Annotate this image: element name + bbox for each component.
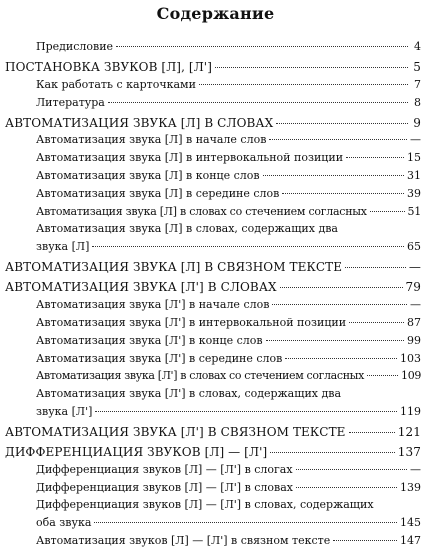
dot-leader [296, 487, 397, 488]
toc-entry [36, 516, 421, 529]
toc-entry-label: Автоматизация звука [Л] в словах со стечением согласных [36, 205, 367, 218]
toc-section-page: 137 [397, 445, 421, 459]
page-title: Содержание [156, 4, 275, 23]
dot-leader [345, 267, 406, 268]
dot-leader [199, 84, 408, 85]
toc-entry-page: — [410, 463, 421, 476]
toc-entry-page: 99 [407, 334, 421, 347]
dot-leader [346, 157, 404, 158]
toc-section-label: АВТОМАТИЗАЦИЯ ЗВУКА [Л'] В СЛОВАХ [5, 280, 277, 294]
toc-entry-page: 39 [407, 187, 421, 200]
toc-entry-label: оба звука [36, 516, 92, 529]
toc-entry-label: звука [Л'] [36, 405, 93, 418]
toc-section [5, 425, 421, 439]
dot-leader [282, 193, 404, 194]
toc-section [5, 280, 421, 294]
toc-entry-page: — [410, 298, 421, 311]
toc-entry-label: Как работать с карточками [36, 78, 196, 91]
toc-entry-line1: Дифференциация звуков [Л] — [Л'] в словах, содержащих [36, 498, 374, 511]
toc-entry [36, 534, 421, 547]
toc-entry [36, 481, 421, 494]
toc-section [5, 116, 421, 130]
toc-section-page: 79 [405, 280, 421, 294]
dot-leader [276, 123, 408, 124]
dot-leader [367, 375, 398, 376]
dot-leader [270, 452, 395, 453]
dot-leader [296, 469, 407, 470]
toc-entry [36, 316, 421, 329]
toc-entry [36, 240, 421, 253]
dot-leader [108, 102, 408, 103]
toc-entry-label: Автоматизация звука [Л'] в середине слов [36, 352, 283, 365]
toc-entry-page: 65 [407, 240, 421, 253]
toc-entry-label: звука [Л] [36, 240, 90, 253]
toc-entry-label: Литература [36, 96, 105, 109]
dot-leader [280, 287, 403, 288]
toc-section-label: АВТОМАТИЗАЦИЯ ЗВУКА [Л] В СВЯЗНОМ ТЕКСТЕ [5, 260, 343, 274]
toc-section-page: 5 [413, 60, 421, 74]
toc-entry-page: — [410, 133, 421, 146]
toc-entry-page: 109 [401, 369, 421, 382]
toc-entry [36, 205, 421, 218]
toc-entry-label: Автоматизация звука [Л'] в конце слов [36, 334, 263, 347]
toc-section-label: ПОСТАНОВКА ЗВУКОВ [Л], [Л'] [5, 60, 212, 74]
toc-entry-page: 8 [414, 96, 421, 109]
toc-entry [36, 78, 421, 91]
dot-leader [116, 46, 408, 47]
toc-entry [36, 151, 421, 164]
dot-leader [95, 411, 397, 412]
toc-entry [36, 463, 421, 476]
toc-entry-line1: Автоматизация звука [Л'] в словах, содержащих два [36, 387, 342, 400]
toc-entry-page: 87 [407, 316, 421, 329]
toc-entry-label: Автоматизация звука [Л] в начале слов [36, 133, 267, 146]
toc-section-label: АВТОМАТИЗАЦИЯ ЗВУКА [Л'] В СВЯЗНОМ ТЕКСТЕ [5, 425, 346, 439]
toc-entry-label: Автоматизация звуков [Л] — [Л'] в связном тексте [36, 534, 331, 547]
toc-entry-label: Предисловие [36, 40, 114, 53]
dot-leader [349, 432, 395, 433]
toc-entry-label: Дифференциация звуков [Л] — [Л'] в слогах [36, 463, 293, 476]
toc-section-label: АВТОМАТИЗАЦИЯ ЗВУКА [Л] В СЛОВАХ [5, 116, 274, 130]
toc-section [5, 60, 421, 74]
toc-entry-label: Автоматизация звука [Л] в конце слов [36, 169, 260, 182]
toc-entry-label: Автоматизация звука [Л'] в словах со стечением согласных [36, 369, 364, 382]
dot-leader [263, 175, 404, 176]
toc-entry [36, 405, 421, 418]
toc-entry-label: Автоматизация звука [Л] в интервокальной позиции [36, 151, 344, 164]
toc-entry-page: 119 [400, 405, 421, 418]
toc-entry [36, 169, 421, 182]
toc-entry [36, 298, 421, 311]
dot-leader [272, 304, 407, 305]
toc-entry-page: 139 [400, 481, 421, 494]
dot-leader [349, 322, 404, 323]
toc-section [5, 445, 421, 459]
toc-section [5, 260, 421, 274]
toc-entry-page: 147 [400, 534, 421, 547]
toc-entry-label: Автоматизация звука [Л] в середине слов [36, 187, 280, 200]
dot-leader [215, 67, 408, 68]
toc-entry-page: 15 [407, 151, 421, 164]
toc-entry [36, 40, 421, 53]
toc-entry [36, 369, 421, 382]
toc-entry-label: Автоматизация звука [Л'] в интервокальной позиции [36, 316, 347, 329]
dot-leader [92, 246, 404, 247]
dot-leader [266, 340, 404, 341]
toc-section-page: 9 [413, 116, 421, 130]
dot-leader [269, 139, 407, 140]
toc-entry [36, 187, 421, 200]
toc-entry-page: 51 [407, 205, 421, 218]
toc-entry-label: Автоматизация звука [Л'] в начале слов [36, 298, 270, 311]
dot-leader [333, 540, 397, 541]
toc-entry-page: 4 [414, 40, 421, 53]
toc-entry [36, 352, 421, 365]
dot-leader [285, 358, 397, 359]
dot-leader [370, 211, 405, 212]
toc-entry [36, 334, 421, 347]
toc-entry-page: 7 [414, 78, 421, 91]
toc-entry [36, 133, 421, 146]
toc-section-page: 121 [397, 425, 421, 439]
toc-entry-line1: Автоматизация звука [Л] в словах, содержащих два [36, 222, 338, 235]
toc-entry-page: 31 [407, 169, 421, 182]
toc-section-page: — [408, 260, 421, 274]
toc-entry-label: Дифференциация звуков [Л] — [Л'] в словах [36, 481, 293, 494]
toc-section-label: ДИФФЕРЕНЦИАЦИЯ ЗВУКОВ [Л] — [Л'] [5, 445, 268, 459]
toc-entry [36, 96, 421, 109]
toc-entry-page: 103 [400, 352, 421, 365]
dot-leader [94, 522, 397, 523]
toc-entry-page: 145 [400, 516, 421, 529]
